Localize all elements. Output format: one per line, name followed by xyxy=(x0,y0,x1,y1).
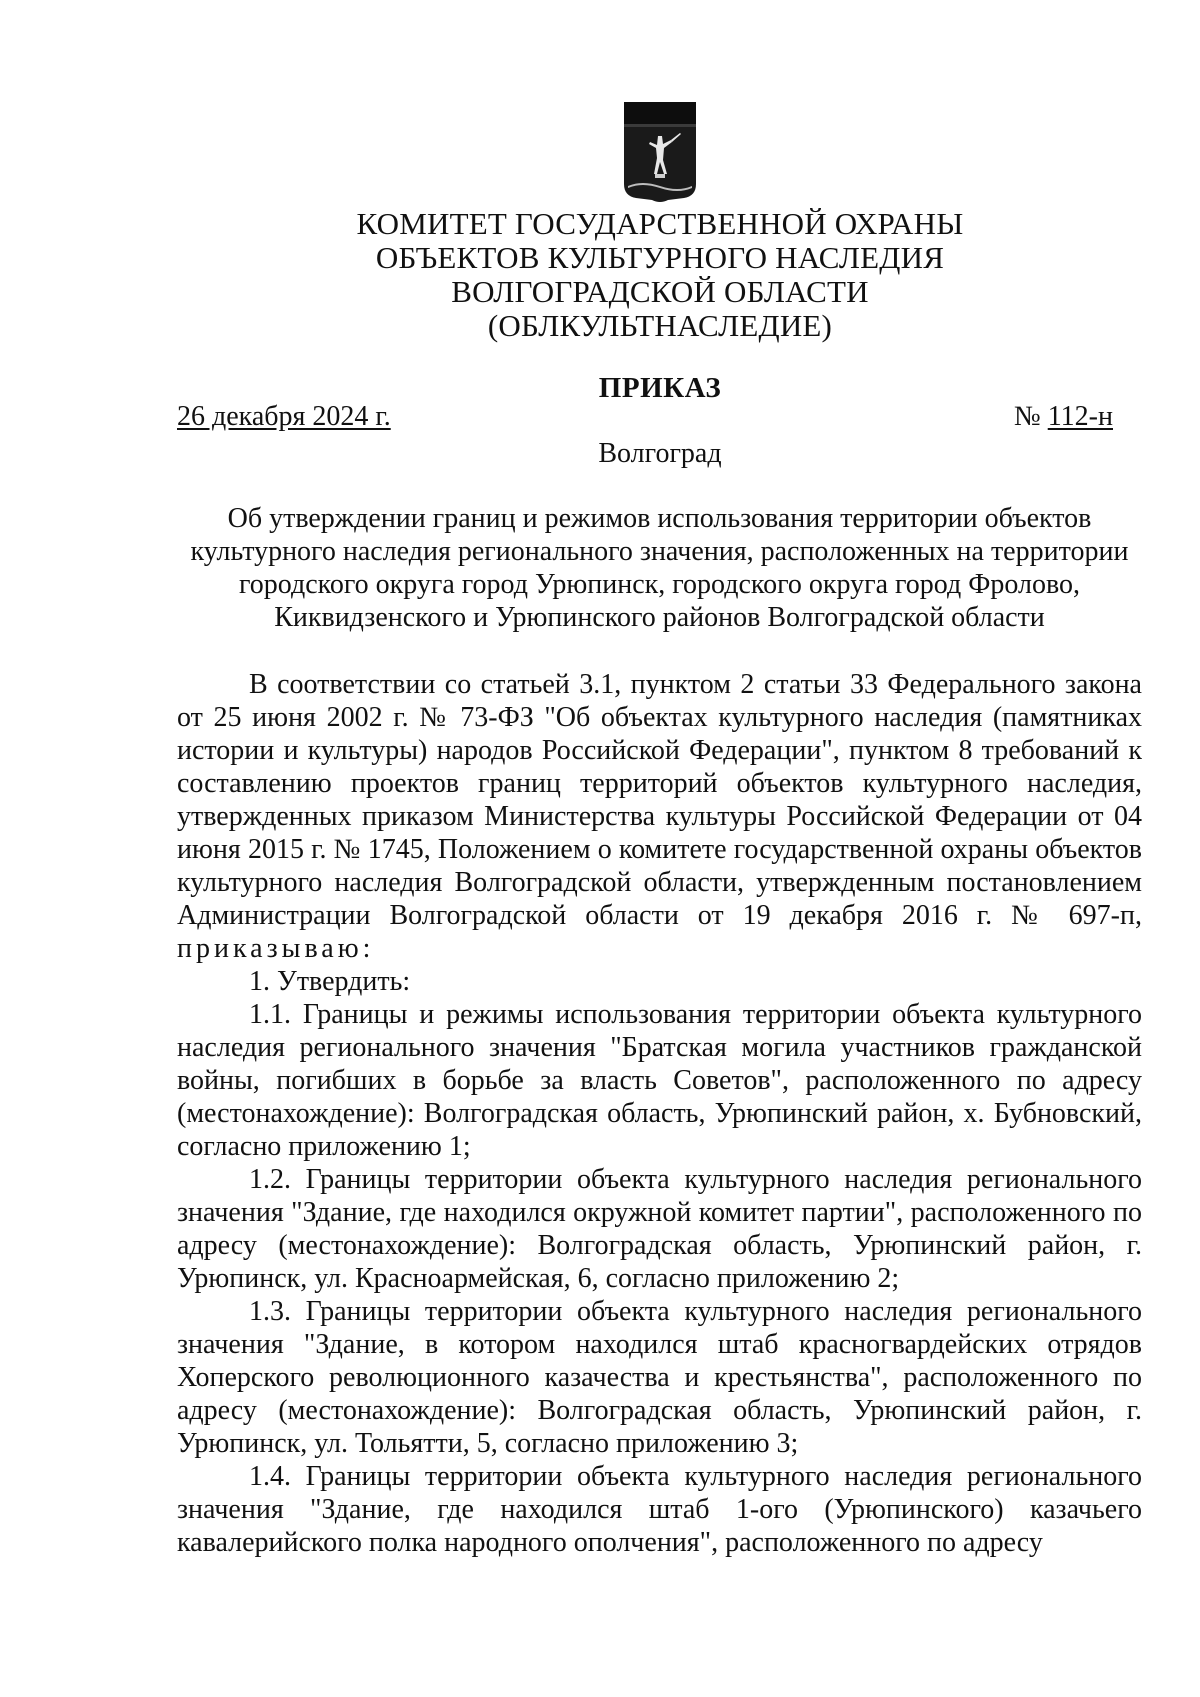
org-line-3: ВОЛГОГРАДСКОЙ ОБЛАСТИ xyxy=(451,274,869,309)
coat-of-arms-icon xyxy=(622,100,698,204)
org-line-1: КОМИТЕТ ГОСУДАРСТВЕННОЙ ОХРАНЫ xyxy=(356,206,964,241)
item-1-4: 1.4. Границы территории объекта культурного наследия регионального значения "Здание, где находился штаб 1-ого (Урюпинского) казачьего кавалерийского полка народного ополчения", расположенного по адресу xyxy=(177,1461,1142,1558)
item-1-1: 1.1. Границы и режимы использования территории объекта культурного наследия регионального значения "Братская могила участников гражданской войны, погибших в борьбе за власть Советов", расположенного по адресу (местонахождение): Волгоградская область, Урюпинский район, х. Бубновский, согласно приложению 1; xyxy=(177,999,1142,1162)
order-subject: Об утверждении границ и режимов использования территории объектов культурного наследия регионального значения, расположенных на территории городского округа город Урюпинск, городского округа город Фролово, Киквидзенского и Урюпинского районов Волгоградской области xyxy=(190,503,1129,633)
preamble-text: В соответствии со статьей 3.1, пунктом 2 статьи 33 Федерального закона от 25 июня 2002 г. № 73-ФЗ "Об объектах культурного наследия (памятниках истории и культуры) народов Российской Федерации", пунктом 8 требований к составлению проектов границ территорий объектов культурного наследия, утвержденных приказом Министерства культуры Российской Федерации от 04 июня 2015 г. № 1745, Положением о комитете государственной охраны объектов культурного наследия Волгоградской области, утвержденным постановлением Администрации Волгоградской области от 19 декабря 2016 г. № 697-п, xyxy=(177,669,1142,931)
order-body xyxy=(177,668,1142,1559)
org-line-4: (ОБЛКУЛЬТНАСЛЕДИЕ) xyxy=(487,308,833,343)
order-city: Волгоград xyxy=(598,438,722,469)
order-word: приказываю: xyxy=(177,933,375,964)
order-number-prefix: № xyxy=(1014,401,1048,432)
order-number-value: 112-н xyxy=(1047,401,1113,432)
preamble-paragraph xyxy=(177,668,1142,965)
item-1-3: 1.3. Границы территории объекта культурного наследия регионального значения "Здание, в котором находился штаб красногвардейских отрядов Хоперского революционного казачества и крестьянства", расположенного по адресу (местонахождение): Волгоградская область, Урюпинский район, г. Урюпинск, ул. Тольятти, 5, согласно приложению 3; xyxy=(177,1296,1142,1459)
item-1-2: 1.2. Границы территории объекта культурного наследия регионального значения "Здание, где находился окружной комитет партии", расположенного по адресу (местонахождение): Волгоградская область, Урюпинский район, г. Урюпинск, ул. Красноармейская, 6, согласно приложению 2; xyxy=(177,1164,1142,1294)
document-type-title: ПРИКАЗ xyxy=(598,372,722,404)
org-line-2: ОБЪЕКТОВ КУЛЬТУРНОГО НАСЛЕДИЯ xyxy=(375,240,945,275)
order-date: 26 декабря 2024 г. xyxy=(177,401,391,432)
item-1: 1. Утвердить: xyxy=(249,966,411,997)
order-number xyxy=(1014,401,1113,433)
organization-name xyxy=(0,207,1200,343)
